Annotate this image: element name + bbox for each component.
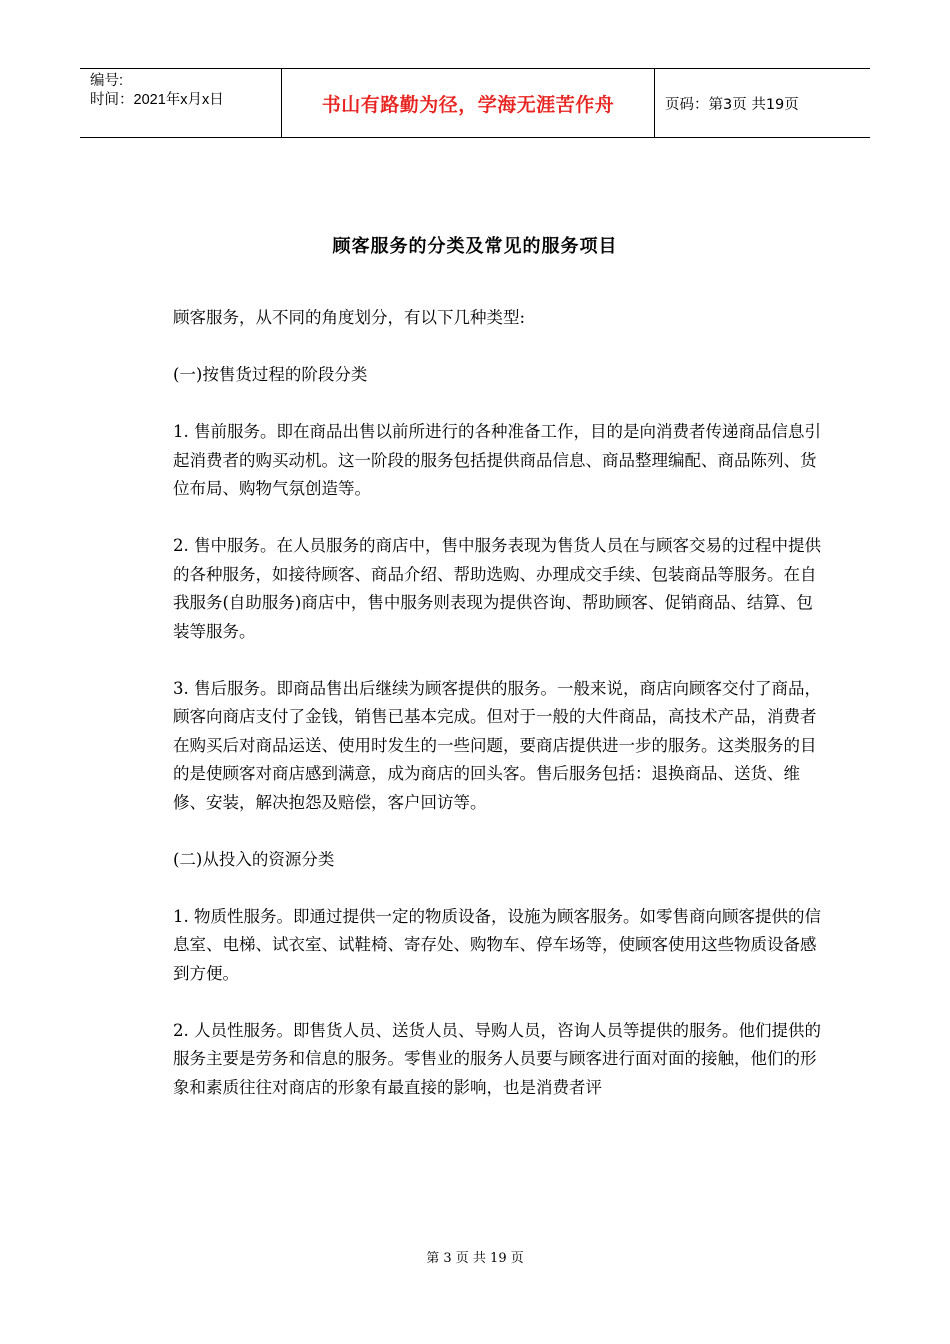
document-title: 顾客服务的分类及常见的服务项目 (332, 236, 618, 257)
paragraph-presale: 1. 售前服务。即在商品出售以前所进行的各种准备工作，目的是向消费者传递商品信息引起消费者的购买动机。这一阶段的服务包括提供商品信息、商品整理编配、商品陈列、货位布局、购物气氛创造等。 (173, 422, 821, 498)
header-motto: 书山有路勤为径，学海无涯苦作舟 (282, 69, 655, 137)
section-heading-1: (一)按售货过程的阶段分类 (173, 365, 368, 384)
page-footer: 第 3 页 共 19 页 (426, 1251, 524, 1266)
time-label: 时间：2021年x月x日 (90, 92, 224, 108)
paragraph-personnel-service: 2. 人员性服务。即售货人员、送货人员、导购人员，咨询人员等提供的服务。他们提供的服务主要是劳务和信息的服务。零售业的服务人员要与顾客进行面对面的接触，他们的形象和素质往往对商店的形象有最直接的影响，也是消费者评 (173, 1020, 821, 1097)
page-header (80, 68, 870, 138)
paragraph-material-service: 1. 物质性服务。即通过提供一定的物质设备，设施为顾客服务。如零售商向顾客提供的信息室、电梯、试衣室、试鞋椅、寄存处、购物车、停车场等，使顾客使用这些物质设备感到方便。 (173, 906, 821, 983)
paragraph-aftersale: 3. 售后服务。即商品售出后继续为顾客提供的服务。一般来说，商店向顾客交付了商品，顾客向商店支付了金钱，销售已基本完成。但对于一般的大件商品，高技术产品，消费者在购买后对商品运送、使用时发生的一些问题，要商店提供进一步的服务。这类服务的目的是使顾客对商店感到满意，成为商店的回头客。售后服务包括：退换商品、送货、维修、安装，解决抱怨及赔偿，客户回访等。 (173, 678, 821, 812)
section-heading-2: (二)从投入的资源分类 (173, 849, 335, 869)
document-body (133, 304, 823, 1102)
intro-paragraph: 顾客服务，从不同的角度划分，有以下几种类型: (173, 308, 526, 327)
header-page-info: 页码：第3页 共19页 (665, 96, 799, 113)
paragraph-insale: 2. 售中服务。在人员服务的商店中，售中服务表现为售货人员在与顾客交易的过程中提供的各种服务，如接待顾客、商品介绍、帮助选购、办理成交手续、包装商品等服务。在自我服务(自助服务)商店中，售中服务则表现为提供咨询、帮助顾客、促销商品、结算、包装等服务。 (173, 536, 821, 641)
header-meta (80, 69, 282, 137)
number-label: 编号: (90, 73, 124, 89)
